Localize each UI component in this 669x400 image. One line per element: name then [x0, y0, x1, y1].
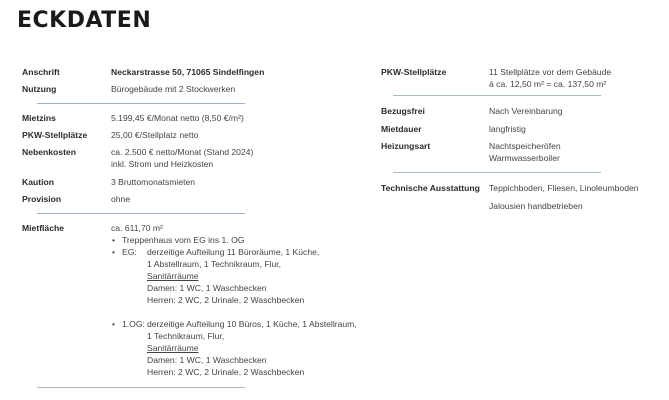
nebenkosten-line2: inkl. Strom und Heizkosten	[111, 159, 214, 169]
eg-damen: Damen: 1 WC, 1 Waschbecken	[147, 283, 267, 293]
nebenkosten-line1: ca. 2.500 € netto/Monat (Stand 2024)	[111, 147, 254, 157]
technik-line1: Teppichboden, Fliesen, Linoleumboden	[489, 183, 639, 193]
eg-line2: 1 Abstellraum, 1 Technikraum, Flur,	[147, 259, 282, 269]
nutzung-label: Nutzung	[22, 84, 57, 94]
eg-prefix: EG:	[122, 247, 137, 257]
treppenhaus-text: Treppenhaus vom EG ins 1. OG	[122, 235, 245, 245]
heizungsart-label: Heizungsart	[381, 141, 431, 151]
eg-herren: Herren: 2 WC, 2 Urinale, 2 Waschbecken	[147, 295, 305, 305]
divider	[393, 95, 601, 96]
mietzins-label: Mietzins	[22, 113, 56, 123]
og-line1: derzeitige Aufteilung 10 Büros, 1 Küche, 1 Abstellraum,	[147, 319, 357, 329]
pkw-value: 25,00 €/Stellplatz netto	[111, 130, 199, 140]
nebenkosten-label: Nebenkosten	[22, 147, 76, 157]
provision-label: Provision	[22, 194, 62, 204]
og-herren: Herren: 2 WC, 2 Urinale, 2 Waschbecken	[147, 367, 305, 377]
provision-value: ohne	[111, 194, 131, 204]
mietdauer-label: Mietdauer	[381, 124, 422, 134]
bezugsfrei-value: Nach Vereinbarung	[489, 106, 563, 116]
nutzung-value: Bürogebäude mit 2 Stockwerken	[111, 84, 236, 94]
pkw-label: PKW-Stellplätze	[22, 130, 88, 140]
bezugsfrei-label: Bezugsfrei	[381, 106, 425, 116]
og-line2: 1 Technikraum, Flur,	[147, 331, 225, 341]
divider	[37, 213, 245, 214]
page-title: ECKDATEN	[17, 8, 152, 33]
kaution-label: Kaution	[22, 177, 54, 187]
mietflaeche-label: Mietfläche	[22, 223, 65, 233]
og-damen: Damen: 1 WC, 1 Waschbecken	[147, 355, 267, 365]
bullet-icon: •	[112, 319, 116, 329]
og-sanitaer-heading: Sanitärräume	[147, 343, 199, 353]
anschrift-label: Anschrift	[22, 67, 60, 77]
og-prefix: 1.OG:	[122, 319, 145, 329]
eg-line1: derzeitige Aufteilung 11 Büroräume, 1 Küche,	[147, 247, 320, 257]
right-pkw-label: PKW-Stellplätze	[381, 67, 447, 77]
bullet-icon: •	[112, 235, 116, 245]
mietdauer-value: langfristig	[489, 124, 526, 134]
technik-line2: Jalousien handbetrieben	[489, 201, 583, 211]
right-pkw-line1: 11 Stellplätze vor dem Gebäude	[489, 67, 612, 77]
heizungsart-line1: Nachtspeicheröfen	[489, 141, 561, 151]
divider	[37, 103, 245, 104]
heizungsart-line2: Warmwasserboiler	[489, 153, 560, 163]
mietzins-value: 5.199,45 €/Monat netto (8,50 €/m²)	[111, 113, 244, 123]
kaution-value: 3 Bruttomonatsmieten	[111, 177, 196, 187]
eg-sanitaer-heading: Sanitärräume	[147, 271, 199, 281]
technik-label: Technische Ausstattung	[381, 183, 480, 193]
mietflaeche-value: ca. 611,70 m²	[111, 223, 163, 233]
anschrift-value: Neckarstrasse 50, 71065 Sindelfingen	[111, 67, 265, 77]
divider	[393, 172, 601, 173]
right-pkw-line2: á ca. 12,50 m² = ca. 137,50 m²	[489, 79, 607, 89]
bullet-icon: •	[112, 247, 116, 257]
divider	[37, 387, 245, 388]
